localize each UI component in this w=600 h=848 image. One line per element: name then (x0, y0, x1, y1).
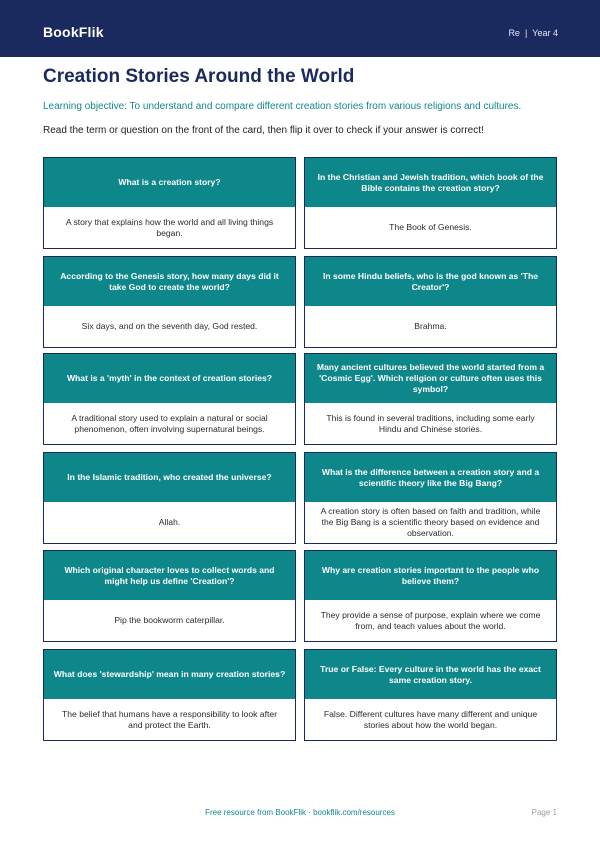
page-title: Creation Stories Around the World (43, 66, 355, 87)
separator: | (524, 28, 528, 38)
year-label: Year 4 (532, 28, 558, 38)
flashcard[interactable] (43, 157, 296, 249)
card-front: In the Islamic tradition, who created the universe? (44, 453, 295, 502)
card-front: According to the Genesis story, how many days did it take God to create the world? (44, 257, 295, 306)
card-back: Six days, and on the seventh day, God rested. (81, 321, 258, 331)
instructions: Read the term or question on the front of the card, then flip it over to check if your answer is correct! (43, 125, 484, 136)
card-back: Allah. (158, 517, 181, 527)
flashcard[interactable] (304, 649, 557, 741)
flashcard[interactable] (43, 452, 296, 544)
card-back: A traditional story used to explain a natural or social phenomenon, often involving supernatural beings. (71, 412, 268, 434)
flashcard[interactable] (43, 649, 296, 741)
footer-link[interactable]: Free resource from BookFlik · bookflik.com/resources (205, 808, 395, 817)
flashcard[interactable] (43, 353, 296, 445)
flashcard[interactable] (304, 157, 557, 249)
page-header (0, 0, 600, 57)
card-back: The Book of Genesis. (389, 222, 472, 232)
card-front: What is the difference between a creation story and a scientific theory like the Big Bang? (305, 453, 556, 502)
card-back: False. Different cultures have many different and unique stories about how the world began. (323, 708, 538, 730)
card-front: Why are creation stories important to the people who believe them? (305, 551, 556, 600)
subject-label: Re (508, 28, 520, 38)
page-number: Page 1 (531, 808, 557, 817)
learning-objective: Learning objective: To understand and compare different creation stories from various religions and cultures. (43, 101, 522, 112)
card-front: Many ancient cultures believed the world started from a 'Cosmic Egg'. Which religion or culture often uses this symbol? (305, 354, 556, 403)
card-front: What does 'stewardship' mean in many creation stories? (44, 650, 295, 699)
card-back: Pip the bookworm caterpillar. (114, 615, 225, 625)
flashcard[interactable] (43, 256, 296, 348)
subject-year (508, 28, 558, 38)
card-front: In some Hindu beliefs, who is the god known as 'The Creator'? (305, 257, 556, 306)
flashcard[interactable] (304, 452, 557, 544)
card-back: Brahma. (414, 321, 447, 331)
card-back: The belief that humans have a responsibility to look after and protect the Earth. (62, 708, 277, 730)
brand-logo[interactable]: BookFlik (43, 24, 104, 40)
card-back: A creation story is often based on faith and tradition, while the Big Bang is a scientific theory based on evidence and observation. (320, 506, 541, 538)
card-back: They provide a sense of purpose, explain where we come from, and teach values about the world. (320, 609, 541, 631)
flashcard[interactable] (304, 550, 557, 642)
card-back: A story that explains how the world and all living things began. (65, 216, 274, 238)
card-front: Which original character loves to collect words and might help us define 'Creation'? (44, 551, 295, 600)
card-front: What is a 'myth' in the context of creation stories? (44, 354, 295, 403)
flashcard[interactable] (304, 353, 557, 445)
card-back: This is found in several traditions, including some early Hindu and Chinese stories. (326, 412, 535, 434)
flashcard[interactable] (304, 256, 557, 348)
card-front: In the Christian and Jewish tradition, which book of the Bible contains the creation story? (305, 158, 556, 207)
card-front: True or False: Every culture in the world has the exact same creation story. (305, 650, 556, 699)
card-front: What is a creation story? (44, 158, 295, 207)
flashcard[interactable] (43, 550, 296, 642)
